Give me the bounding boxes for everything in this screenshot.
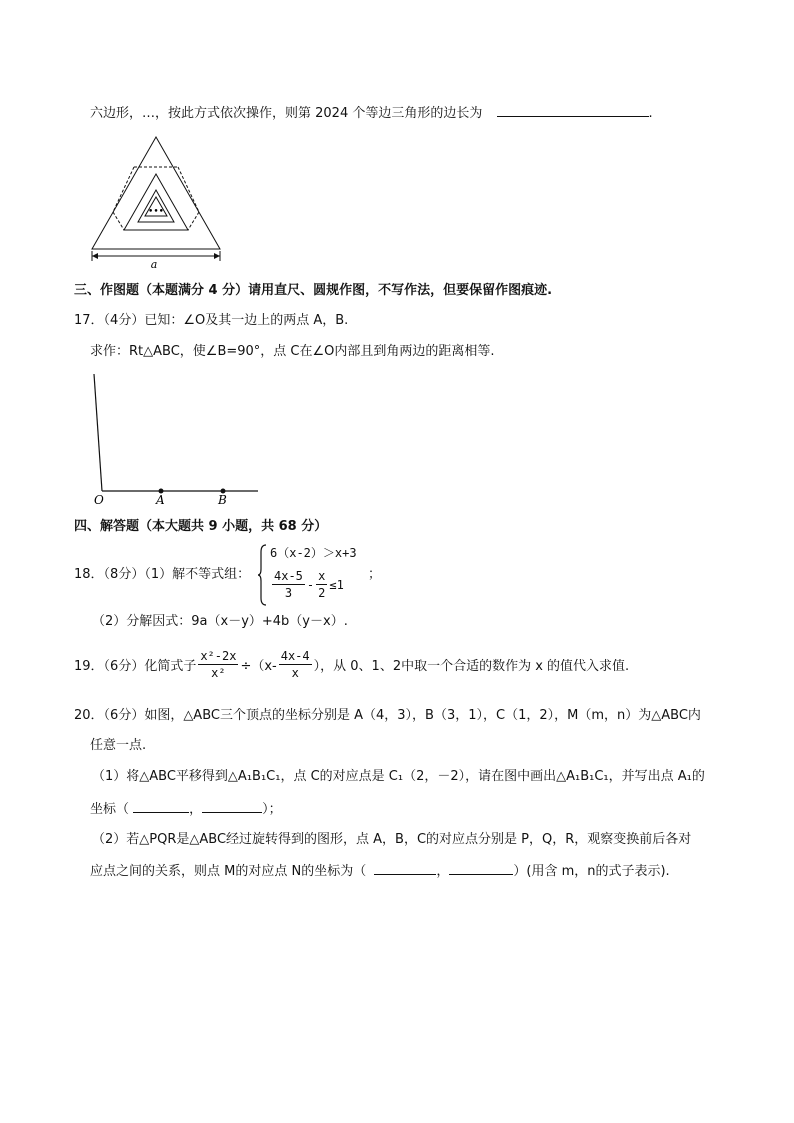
a1-x-blank[interactable] [133,800,189,813]
minus-sign: - [306,577,315,592]
q18-part2: （2）分解因式：9a（x－y）+4b（y－x）. [92,614,348,629]
ineq2-tail: ≤1 [329,577,344,592]
brace-icon [258,544,268,606]
section3-title: 三、作图题（本题满分 4 分）请用直尺、圆规作图，不写作法，但要保留作图痕迹. [74,283,553,298]
q19-suffix: ），从 0、1、2中取一个合适的数作为 x 的值代入求值. [313,659,630,674]
q20-line6-post: ）(用含 m，n的式子表示). [513,864,670,879]
third-triangle [138,190,174,222]
frac2-den: 2 [318,586,326,600]
q20-line1: 20．（6分）如图，△ABC三个顶点的坐标分别是 A（4，3），B（3，1），C（1，2），M（m，n）为△ABC内 [74,708,701,723]
triangle-dots: ••• [148,207,164,217]
inequality-2 [270,568,344,601]
q20-part1-answer [90,800,282,819]
angle-side-upper [94,374,102,491]
outer-triangle [92,137,220,249]
q19-frac-num: x²-2x [200,649,237,663]
q20-comma-1: ， [189,802,203,817]
label-o: O [94,493,104,507]
frac1-num: 4x-5 [274,569,303,583]
q19-prefix: 19．（6分）化简式子 [74,659,197,674]
n-x-blank[interactable] [374,862,436,875]
q19-frac-den: x² [211,666,226,680]
q16-text: 六边形，…，按此方式依次操作，则第 2024 个等边三角形的边长为 [90,106,483,121]
angle-o-figure [86,370,266,510]
q20-part2: （2）若△PQR是△ABC经过旋转得到的图形，点 A，B，C的对应点分别是 P，Q，R，观察变换前后各对 [92,832,692,847]
fraction-4x4-over-x [279,648,312,681]
q18-prefix: 18．（8分）（1）解不等式组： [74,567,251,582]
frac2-num: x [318,569,326,583]
dashed-cut-lower-left [113,212,124,230]
q20-line2: 任意一点. [90,738,147,753]
q19-frac2-den: x [291,666,299,680]
fraction-x2-2x-over-x2 [198,648,238,681]
a1-y-blank[interactable] [202,800,262,813]
q17-given: 17．（4分）已知：∠O及其一边上的两点 A，B. [74,313,349,328]
dashed-cut-right [178,167,199,212]
inequality-1: 6（x-2）＞x+3 [270,546,357,560]
q19-div: ÷（x- [240,659,277,674]
frac1-den: 3 [284,586,293,600]
label-b: B [218,493,227,507]
q20-part2-answer [90,862,670,881]
dimension-arrow-left [92,253,98,259]
section4-title: 四、解答题（本大题共 9 小题，共 68 分） [74,519,328,534]
fraction-x-over-2 [316,568,327,601]
side-label-a: a [150,258,158,271]
q19-line [74,648,629,681]
q20-line6-pre: 应点之间的关系，则点 M的对应点 N的坐标为（ [90,864,367,879]
dashed-cut-left [113,167,134,212]
q16-text-line [90,104,653,123]
q20-line4-pre: 坐标（ [90,802,130,817]
q20-comma-2: ， [436,864,450,879]
q19-frac2-num: 4x-4 [280,649,310,663]
nested-triangles-figure [86,130,226,272]
fraction-4x5-over-3 [272,568,305,601]
q18-inequality-system [258,544,378,606]
q20-line4-post: ）； [262,802,282,817]
dashed-cut-lower-right [188,212,199,230]
q16-answer-blank[interactable] [497,104,649,117]
q20-part1: （1）将△ABC平移得到△A₁B₁C₁，点 C的对应点是 C₁（2，－2），请在图中画出△A₁B₁C₁，并写出点 A₁的 [92,769,705,784]
label-a: A [156,493,165,507]
q17-construct: 求作：Rt△ABC，使∠B=90°，点 C在∠O内部且到角两边的距离相等. [90,344,495,359]
q18-semicolon: ； [368,567,382,582]
n-y-blank[interactable] [449,862,513,875]
dimension-arrow-right [214,253,220,259]
q16-period: . [648,106,653,121]
